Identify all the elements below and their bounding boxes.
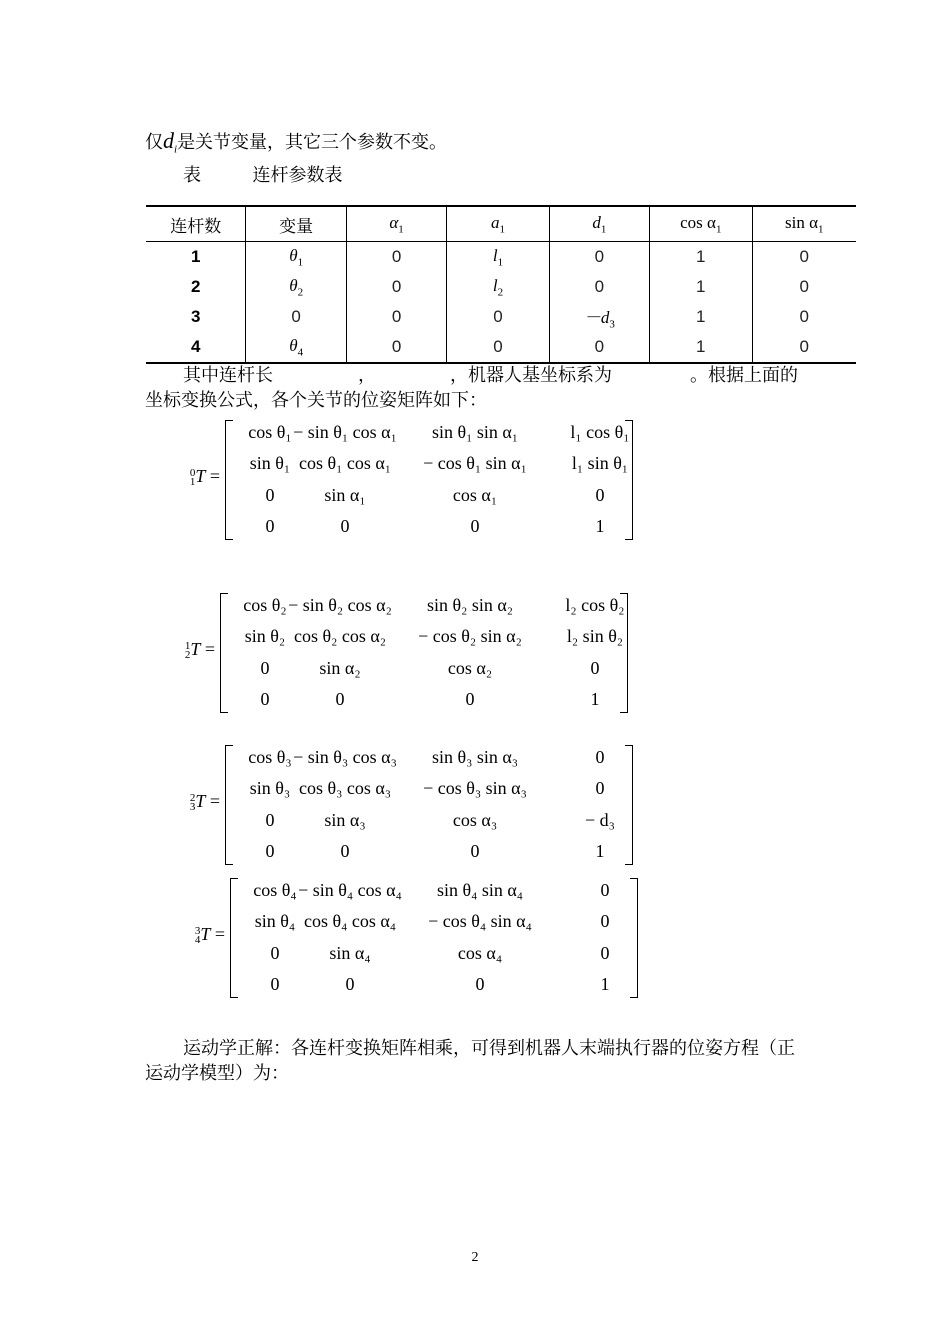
para1-text-a: 其中连杆长 (183, 365, 273, 386)
matrix-cell: 0 (260, 689, 270, 709)
table-row: 2 $\theta_2$ 0 $l_2$ 0 1 0 (146, 272, 856, 302)
header-sin-alpha: $\sin \alpha_1$ (752, 206, 856, 242)
matrix-cell: 0 (470, 841, 480, 861)
matrix-cell: 0 (265, 485, 275, 505)
equals-sign: = (205, 791, 220, 811)
matrix-symbol: T (195, 466, 206, 486)
matrix-cell: − sin θ₁ cos α₁ (293, 422, 397, 442)
intro-var-sub: i (174, 143, 178, 156)
intro-var: d (163, 128, 174, 153)
header-cos-alpha: $\cos \alpha_1$ (650, 206, 752, 242)
matrix-cell: cos θ₃ (248, 747, 292, 767)
transform-matrix-0-1 (170, 420, 650, 545)
matrix-symbol: T (200, 924, 211, 944)
matrix-cell: cos θ₄ (253, 880, 297, 900)
link-parameter-table (146, 205, 856, 364)
matrix-cell: cos θ₁ (248, 422, 292, 442)
header-alpha: $\alpha_1$ (346, 206, 446, 242)
matrix-cell: 0 (600, 911, 610, 931)
matrix-cell: − cos θ₃ sin α₃ (423, 778, 527, 798)
matrix-cell: sin α₄ (329, 943, 371, 963)
matrix-cell: − cos θ₁ sin α₁ (423, 453, 527, 473)
matrix-cell: sin θ₃ sin α₃ (431, 747, 519, 767)
matrix-cell: 1 (600, 974, 610, 994)
intro-prefix: 仅 (145, 132, 163, 153)
matrix-cell: sin θ₂ sin α₂ (426, 595, 514, 615)
matrix-cell: sin α₂ (319, 658, 361, 678)
matrix-cell: − cos θ₂ sin α₂ (418, 626, 522, 646)
table-caption-label: 表 (183, 165, 201, 186)
matrix-lhs-sub: 4 (194, 933, 201, 946)
table-row: 1 $\theta_1$ 0 $l_1$ 0 1 0 (146, 242, 856, 273)
transform-matrix-1-2 (165, 593, 645, 718)
matrix-cell: cos θ₂ (243, 595, 287, 615)
para1-base-frame: ，机器人基坐标系为 (450, 365, 612, 386)
para1-line2: 坐标变换公式，各个关节的位姿矩阵如下： (145, 390, 487, 411)
header-d: $d_1$ (549, 206, 649, 242)
matrix-lhs-sup: 1 (184, 639, 191, 652)
matrix-lhs-sub: 3 (189, 800, 196, 813)
matrix-cell: l₂ cos θ₂ (565, 595, 625, 615)
matrix-cell: sin θ₄ sin α₄ (436, 880, 524, 900)
matrix-cell: 0 (265, 810, 275, 830)
matrix-cell: sin θ₄ (254, 911, 296, 931)
transform-matrix-3-4 (175, 878, 645, 1003)
para1-comma: ， (358, 365, 376, 386)
table-caption-title: 连杆参数表 (252, 165, 343, 186)
para2-line1: 运动学正解：各连杆变换矩阵相乘，可得到机器人末端执行器的位姿方程（正 (183, 1038, 795, 1059)
matrix-cell: 0 (260, 658, 270, 678)
matrix-cell: l₁ cos θ₁ (570, 422, 630, 442)
matrix-cell: cos α₃ (452, 810, 498, 830)
matrix-cell: 0 (595, 747, 605, 767)
matrix-cell: l₂ sin θ₂ (566, 626, 624, 646)
intro-suffix: 是关节变量，其它三个参数不变。 (177, 132, 448, 153)
table-header-row (146, 206, 856, 242)
matrix-cell: sin θ₂ (244, 626, 286, 646)
matrix-lhs-sub: 1 (189, 475, 196, 488)
header-variable: 变量 (246, 206, 346, 242)
matrix-lhs-sup: 2 (189, 791, 196, 804)
intro-line (145, 130, 447, 161)
table-row: 3 0 0 0 $-d_3$ 1 0 (146, 302, 856, 332)
table-row: 4 $\theta_4$ 0 0 0 1 0 (146, 332, 856, 363)
matrix-cell: 0 (470, 516, 480, 536)
matrix-symbol: T (190, 639, 201, 659)
matrix-cell: sin α₃ (324, 810, 366, 830)
matrix-cell: cos θ₂ cos α₂ (293, 626, 387, 646)
matrix-cell: − sin θ₄ cos α₄ (298, 880, 402, 900)
transform-matrix-2-3 (170, 745, 650, 870)
matrix-cell: sin θ₁ sin α₁ (431, 422, 519, 442)
matrix-symbol: T (195, 791, 206, 811)
equals-sign: = (210, 924, 225, 944)
matrix-cell: − d₃ (585, 810, 615, 830)
matrix-cell: cos θ₁ cos α₁ (298, 453, 392, 473)
matrix-cell: 0 (265, 516, 275, 536)
matrix-lhs (170, 466, 220, 487)
matrix-cell: cos θ₃ cos α₃ (298, 778, 392, 798)
matrix-cell: sin θ₁ (249, 453, 291, 473)
matrix-lhs (175, 924, 225, 945)
matrix-cell: sin α₁ (324, 485, 366, 505)
table-caption (183, 165, 342, 187)
para2-line2: 运动学模型）为： (145, 1063, 289, 1084)
matrix-cell: 0 (340, 516, 350, 536)
matrix-cell: 0 (465, 689, 475, 709)
header-a: $a_1$ (447, 206, 549, 242)
matrix-cell: cos α₂ (447, 658, 493, 678)
matrix-cell: 0 (595, 485, 605, 505)
page-number: 2 (471, 1250, 479, 1265)
matrix-cell: 0 (270, 943, 280, 963)
matrix-left-bracket (225, 420, 233, 540)
matrix-cell: 0 (265, 841, 275, 861)
matrix-cell: 0 (345, 974, 355, 994)
equals-sign: = (205, 466, 220, 486)
matrix-cell: − sin θ₃ cos α₃ (293, 747, 397, 767)
para1-end: 。根据上面的 (690, 365, 798, 386)
matrix-left-bracket (225, 745, 233, 865)
matrix-cell: 0 (335, 689, 345, 709)
matrix-cell: 1 (595, 516, 605, 536)
matrix-cell: − sin θ₂ cos α₂ (288, 595, 392, 615)
matrix-cell: cos θ₄ cos α₄ (303, 911, 397, 931)
matrix-left-bracket (220, 593, 228, 713)
matrix-cell: 0 (590, 658, 600, 678)
matrix-lhs (170, 791, 220, 812)
matrix-lhs-sup: 0 (189, 466, 196, 479)
matrix-cell: 0 (595, 778, 605, 798)
matrix-cell: 0 (270, 974, 280, 994)
matrix-cell: cos α₁ (452, 485, 498, 505)
matrix-lhs-sup: 3 (194, 924, 201, 937)
matrix-lhs-sub: 2 (184, 648, 191, 661)
matrix-lhs (165, 639, 215, 660)
matrix-cell: 0 (600, 880, 610, 900)
matrix-cell: 1 (595, 841, 605, 861)
equals-sign: = (200, 639, 215, 659)
matrix-cell: 0 (600, 943, 610, 963)
matrix-cell: l₁ sin θ₁ (571, 453, 629, 473)
matrix-cell: 0 (475, 974, 485, 994)
matrix-left-bracket (230, 878, 238, 998)
matrix-cell: 0 (340, 841, 350, 861)
header-link: 连杆数 (146, 206, 246, 242)
matrix-cell: − cos θ₄ sin α₄ (428, 911, 532, 931)
matrix-cell: 1 (590, 689, 600, 709)
para1-line1 (183, 365, 273, 387)
matrix-cell: cos α₄ (457, 943, 503, 963)
matrix-cell: sin θ₃ (249, 778, 291, 798)
